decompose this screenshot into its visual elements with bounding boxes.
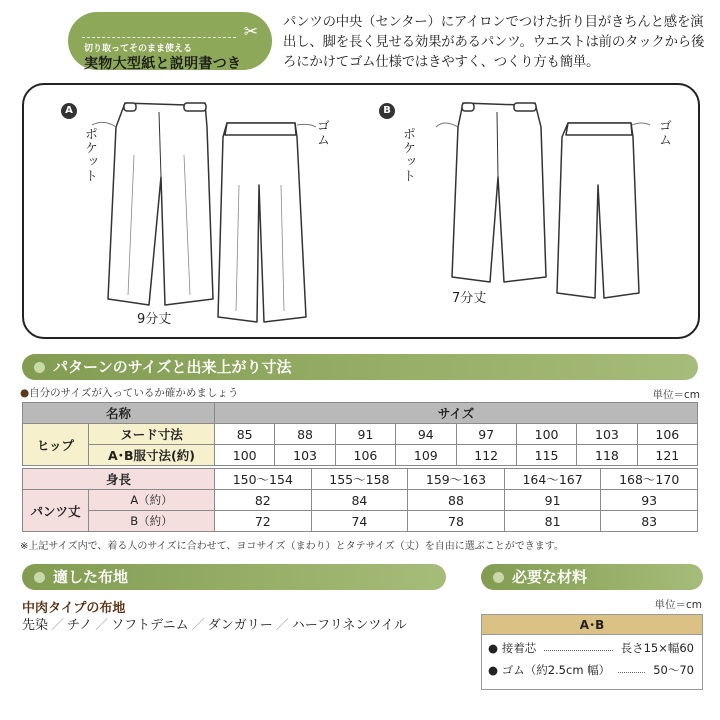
- nude-value: 94: [396, 424, 456, 445]
- fabric-section-title: 適した布地: [53, 568, 129, 586]
- length-a-value: 93: [601, 490, 698, 511]
- pocket-label-a: ポケット: [82, 127, 97, 183]
- nude-value: 103: [577, 424, 637, 445]
- pants-b-front: [452, 103, 546, 282]
- pocket-label-b: ポケット: [400, 127, 415, 183]
- fabric-list: [22, 614, 407, 633]
- bullet-icon: ●: [20, 387, 30, 399]
- fabric-item: 先染: [22, 618, 49, 633]
- badge-subtitle: 切り取ってそのまま使える: [84, 44, 193, 54]
- nude-label: ヌード寸法: [89, 424, 215, 445]
- length-a-label: A（約）: [89, 490, 215, 511]
- size-footnote: ※上記サイズ内で、着る人のサイズに合わせて、ヨコサイズ（まわり）とタテサイズ（丈）を自由に選ぶことができます。: [20, 541, 564, 552]
- pants-length-label: パンツ丈: [23, 490, 89, 532]
- fabric-item: チノ: [67, 618, 93, 633]
- table-row-height: [23, 469, 698, 490]
- table-row-nude: [23, 424, 698, 445]
- nude-value: 85: [215, 424, 275, 445]
- nude-value: 91: [335, 424, 395, 445]
- fabric-item: ダンガリー: [207, 618, 273, 633]
- materials-column-header: A･B: [482, 615, 702, 635]
- garment-value: 106: [335, 445, 395, 466]
- cut-line: [82, 37, 236, 38]
- badge-title: 実物大型紙と説明書つき: [84, 56, 242, 72]
- length-b-value: 78: [408, 511, 505, 532]
- pattern-badge: [68, 12, 272, 70]
- height-value: 150〜154: [215, 469, 312, 490]
- materials-box: [481, 614, 703, 690]
- length-b-value: 83: [601, 511, 698, 532]
- length-label-b: 7分丈: [452, 291, 487, 306]
- variant-b-mark: B: [379, 103, 395, 119]
- material-row: [482, 637, 702, 659]
- separator: ／: [191, 618, 205, 633]
- separator: ／: [51, 618, 65, 633]
- length-b-value: 72: [215, 511, 312, 532]
- material-row: [482, 659, 702, 681]
- garment-value: 115: [516, 445, 576, 466]
- size-unit: 単位＝cm: [652, 389, 700, 401]
- length-b-label: B（約）: [89, 511, 215, 532]
- table-row-garment: [23, 445, 698, 466]
- garment-value: 121: [637, 445, 697, 466]
- length-a-value: 91: [504, 490, 601, 511]
- elastic-label-b: ゴム: [656, 119, 671, 147]
- dotted-leader: [544, 650, 612, 651]
- illustration-panel: [22, 83, 700, 339]
- length-b-value: 74: [311, 511, 408, 532]
- material-value: 長さ15×幅60: [620, 641, 694, 655]
- garment-value: 109: [396, 445, 456, 466]
- height-value: 155〜158: [311, 469, 408, 490]
- garment-value: 112: [456, 445, 516, 466]
- length-a-value: 88: [408, 490, 505, 511]
- materials-section-header: [481, 564, 703, 590]
- nude-value: 100: [516, 424, 576, 445]
- length-b-value: 81: [504, 511, 601, 532]
- bullet-icon: [34, 572, 45, 583]
- dotted-leader: [618, 672, 645, 673]
- hip-label: ヒップ: [23, 424, 89, 466]
- separator: ／: [95, 618, 109, 633]
- bullet-icon: [34, 362, 45, 373]
- table-row-length-b: [23, 511, 698, 532]
- pants-a-back: [218, 123, 306, 322]
- size-section-header: [22, 354, 698, 380]
- garment-value: 103: [275, 445, 335, 466]
- height-label: 身長: [23, 469, 215, 490]
- size-table-lengths: [22, 468, 698, 532]
- fabric-item: ハーフリネンツイル: [291, 618, 407, 633]
- nude-value: 97: [456, 424, 516, 445]
- height-value: 168〜170: [601, 469, 698, 490]
- materials-unit: 単位＝cm: [654, 599, 702, 611]
- elastic-label-a: ゴム: [314, 119, 329, 147]
- scissors-icon: ✂: [243, 22, 258, 42]
- height-value: 159〜163: [408, 469, 505, 490]
- garment-value: 118: [577, 445, 637, 466]
- fabric-section-header: [22, 564, 446, 590]
- nude-value: 106: [637, 424, 697, 445]
- material-name: ● ゴム（約2.5cm 幅）: [488, 663, 611, 677]
- garment-value: 100: [215, 445, 275, 466]
- variant-a-mark: A: [61, 103, 77, 119]
- pants-b-back: [557, 123, 639, 298]
- table-row-length-a: [23, 490, 698, 511]
- pants-illustrations: [24, 85, 702, 341]
- header-name: 名称: [23, 403, 215, 424]
- intro-text: パンツの中央（センター）にアイロンでつけた折り目がきちんと感を演出し、脚を長く見せる効果があるパンツ。ウエストは前のタックから後ろにかけてゴム仕様ではきやすく、つくり方も簡単。: [283, 15, 705, 70]
- nude-value: 88: [275, 424, 335, 445]
- material-value: 50〜70: [653, 663, 694, 677]
- fabric-subtitle: 中肉タイプの布地: [22, 601, 126, 616]
- pants-a-front: [108, 103, 213, 305]
- separator: ／: [275, 618, 289, 633]
- garment-label: A･B服寸法(約): [89, 445, 215, 466]
- size-table: [22, 402, 698, 466]
- material-name: ● 接着芯: [488, 641, 537, 655]
- fabric-item: ソフトデニム: [111, 618, 189, 633]
- materials-section-title: 必要な材料: [512, 568, 588, 586]
- size-section-title: パターンのサイズと出来上がり寸法: [53, 358, 292, 376]
- header-size: サイズ: [215, 403, 698, 424]
- length-a-value: 82: [215, 490, 312, 511]
- table-header-row: [23, 403, 698, 424]
- size-note: ●自分のサイズが入っているか確かめましょう: [20, 387, 239, 399]
- length-a-value: 84: [311, 490, 408, 511]
- length-label-a: 9分丈: [137, 312, 172, 327]
- height-value: 164〜167: [504, 469, 601, 490]
- bullet-icon: [493, 572, 504, 583]
